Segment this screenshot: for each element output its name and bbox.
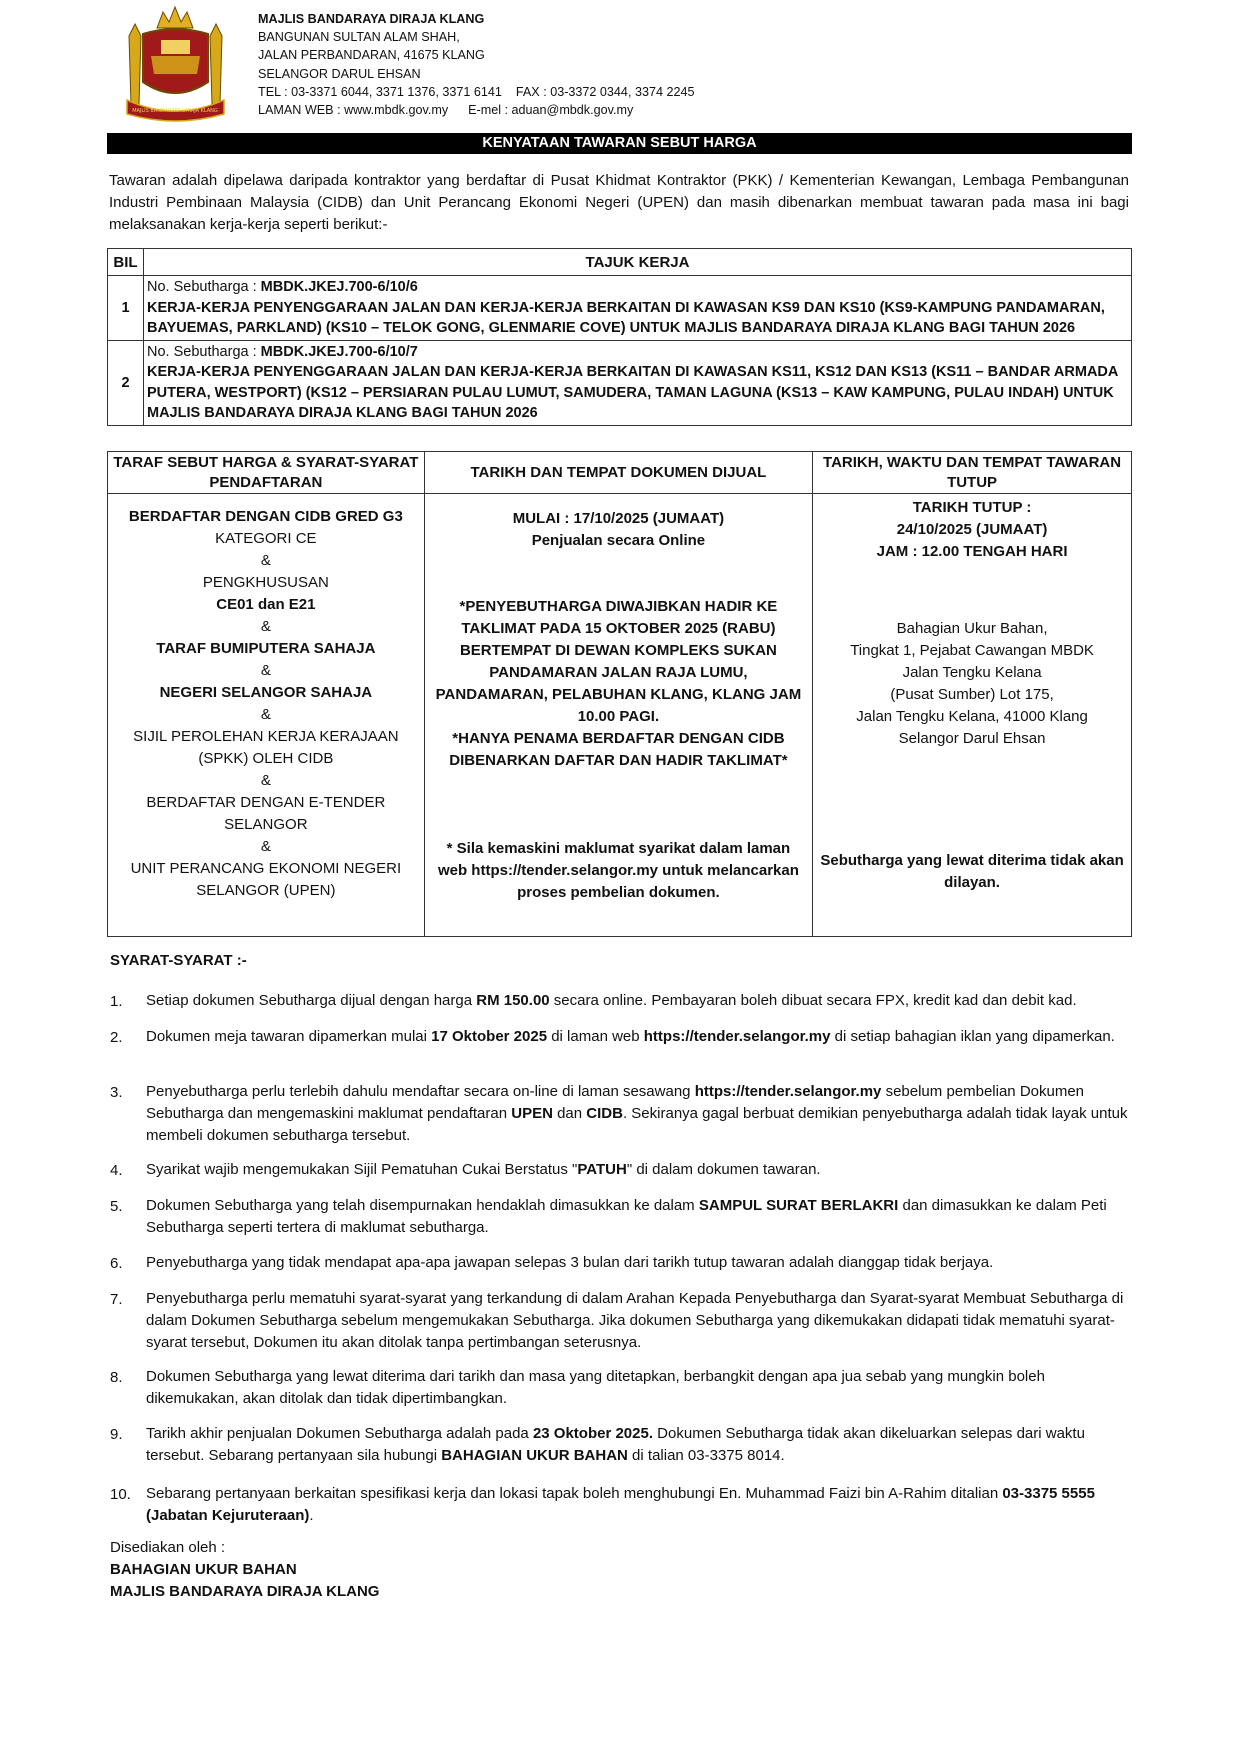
col-bil-header: BIL	[108, 249, 144, 276]
prepared-by-block	[110, 1537, 379, 1603]
cidb-only-notice: *HANYA PENAMA BERDAFTAR DENGAN CIDB DIBENARKAN DAFTAR DAN HADIR TAKLIMAT*	[449, 730, 788, 769]
table-row	[108, 276, 1132, 341]
tender-link[interactable]: https://tender.selangor.my	[643, 1028, 831, 1045]
conditions-heading: SYARAT-SYARAT :-	[110, 952, 247, 969]
works-table	[107, 248, 1132, 426]
closing-label: TARIKH TUTUP :	[912, 499, 1032, 516]
prepared-label: Disediakan oleh :	[110, 1539, 226, 1556]
website[interactable]: LAMAN WEB : www.mbdk.gov.my	[258, 103, 449, 118]
table-row	[108, 340, 1132, 425]
document-sale-info	[426, 495, 811, 935]
briefing-notice: *PENYEBUTHARGA DIWAJIBKAN HADIR KE TAKLIMAT PADA 15 OKTOBER 2025 (RABU) BERTEMPAT DI DEWAN KOMPLEKS SUKAN PANDAMARAN JALAN RAJA LUMU, PANDAMARAN, PELABUHAN KLANG, KLANG JAM 10.00 PAGI.	[435, 598, 802, 725]
work-title: KERJA-KERJA PENYENGGARAAN JALAN DAN KERJA-KERJA BERKAITAN DI KAWASAN KS9 DAN KS10 (KS9-KAMPUNG PANDAMARAN, BAYUEMAS, PARKLAND) (KS10 – TELOK GONG, GLENMARIE COVE) UNTUK MAJLIS BANDARAYA DIRAJA KLANG BAGI TAHUN 2026	[147, 299, 1105, 336]
email[interactable]: E-mel : aduan@mbdk.gov.my	[468, 103, 634, 118]
list-item: 7. Penyebutharga perlu mematuhi syarat-syarat yang terkandung di dalam Arahan Kepada Penyebutharga dan Syarat-syarat Membuat Sebutharga di dalam Dokumen Sebutharga sebelum mengemukakan Sebutharga. Jika dokumen Sebutharga yang dikemukakan didapati tidak mematuhi syarat-syarat tersebut, Dokumen itu akan ditolak tanpa pertimbangan seterusnya.	[110, 1290, 1124, 1351]
amp: &	[260, 838, 271, 855]
header-taraf: TARAF SEBUT HARGA & SYARAT-SYARAT PENDAFTARAN	[108, 452, 425, 494]
closing-address-3: Jalan Tengku Kelana	[902, 664, 1042, 681]
notice-title-banner: KENYATAAN TAWARAN SEBUT HARGA	[107, 133, 1132, 154]
req-cidb: BERDAFTAR DENGAN CIDB GRED G3	[128, 508, 403, 525]
closing-address-5: Jalan Tengku Kelana, 41000 Klang	[856, 708, 1088, 725]
details-table	[107, 451, 1132, 937]
list-item: 5. Dokumen Sebutharga yang telah disempurnakan hendaklah dimasukkan ke dalam SAMPUL SURAT BERLAKRI dan dimasukkan ke dalam Peti Sebutharga seperti tertera di maklumat sebutharga.	[110, 1197, 1107, 1236]
closing-address-6: Selangor Darul Ehsan	[898, 730, 1046, 747]
amp: &	[260, 706, 271, 723]
req-bumiputera: TARAF BUMIPUTERA SAHAJA	[156, 640, 376, 657]
amp: &	[260, 618, 271, 635]
list-item: 8. Dokumen Sebutharga yang lewat diterima dari tarikh dan masa yang ditetapkan, berbangkit dengan apa jua sebab yang mungkin boleh dikemukakan, akan ditolak dan tidak dipertimbangkan.	[110, 1368, 1045, 1407]
quote-no: MBDK.JKEJ.700-6/10/7	[260, 343, 418, 360]
amp: &	[260, 772, 271, 789]
closing-address-1: Bahagian Ukur Bahan,	[896, 620, 1048, 637]
closing-date: 24/10/2025 (JUMAAT)	[896, 521, 1048, 538]
work-title: KERJA-KERJA PENYENGGARAAN JALAN DAN KERJA-KERJA BERKAITAN DI KAWASAN KS11, KS12 DAN KS13 (KS11 – BANDAR ARMADA PUTERA, WESTPORT) (KS12 – PERSIARAN PULAU LUMUT, SAMUDERA, TAMAN LAGUNA (KS13 – KAW KAMPUNG, PULAU INDAH) UNTUK MAJLIS BANDARAYA DIRAJA KLANG BAGI TAHUN 2026	[147, 364, 1118, 421]
address-line-2: JALAN PERBANDARAN, 41675 KLANG	[258, 48, 485, 63]
late-submission-notice: Sebutharga yang lewat diterima tidak akan dilayan.	[820, 852, 1124, 891]
req-etender: BERDAFTAR DENGAN E-TENDER SELANGOR	[146, 794, 386, 833]
intro-paragraph: Tawaran adalah dipelawa daripada kontraktor yang berdaftar di Pusat Khidmat Kontraktor (PKK) / Kementerian Kewangan, Lembaga Pembangunan Industri Pembinaan Malaysia (CIDB) dan Unit Perancang Ekonomi Negeri (UPEN) dan masih dibenarkan membuat tawaran pada masa ini bagi melaksanakan kerja-kerja seperti berikut:-	[109, 172, 1129, 233]
sale-start-date: MULAI : 17/10/2025 (JUMAAT)	[512, 510, 725, 527]
address-line-3: SELANGOR DARUL EHSAN	[258, 66, 421, 81]
req-kategori: KATEGORI CE	[215, 530, 317, 547]
req-pengkhususan: PENGKHUSUSAN	[202, 574, 329, 591]
prepared-dept: BAHAGIAN UKUR BAHAN	[110, 1561, 297, 1578]
logo-ribbon-text: MAJLIS BANDARAYA DIRAJA KLANG	[132, 108, 218, 114]
list-item: 10. Sebarang pertanyaan berkaitan spesifikasi kerja dan lokasi tapak boleh menghubungi En. Muhammad Faizi bin A-Rahim ditalian 03-3375 5555 (Jabatan Kejuruteraan).	[110, 1485, 1095, 1524]
list-item: 9. Tarikh akhir penjualan Dokumen Sebutharga adalah pada 23 Oktober 2025. Dokumen Sebutharga tidak akan dikeluarkan selepas dari waktu tersebut. Sebarang pertanyaan sila hubungi BAHAGIAN UKUR BAHAN di talian 03-3375 8014.	[110, 1425, 1085, 1464]
update-info-notice: * Sila kemaskini maklumat syarikat dalam laman web https://tender.selangor.my untuk melancarkan proses pembelian dokumen.	[437, 840, 799, 901]
prepared-org: MAJLIS BANDARAYA DIRAJA KLANG	[110, 1583, 380, 1600]
list-item: 2. Dokumen meja tawaran dipamerkan mulai 17 Oktober 2025 di laman web https://tender.selangor.my di setiap bahagian iklan yang dipamerkan.	[110, 1028, 1115, 1046]
closing-address-4: (Pusat Sumber) Lot 175,	[890, 686, 1054, 703]
header-tarikh-tutup: TARIKH, WAKTU DAN TEMPAT TAWARAN TUTUP	[813, 452, 1132, 494]
row-number: 1	[108, 276, 144, 341]
quote-no: MBDK.JKEJ.700-6/10/6	[260, 279, 418, 295]
amp: &	[260, 662, 271, 679]
closing-time: JAM : 12.00 TENGAH HARI	[876, 543, 1068, 560]
registration-requirements	[109, 495, 423, 935]
list-item: 1. Setiap dokumen Sebutharga dijual dengan harga RM 150.00 secara online. Pembayaran boleh dibuat secara FPX, kredit kad dan debit kad.	[110, 992, 1077, 1010]
req-selangor: NEGERI SELANGOR SAHAJA	[159, 684, 373, 701]
closing-address-2: Tingkat 1, Pejabat Cawangan MBDK	[850, 642, 1094, 659]
row-number: 2	[108, 340, 144, 425]
tender-link[interactable]: https://tender.selangor.my	[694, 1083, 882, 1100]
sale-online: Penjualan secara Online	[531, 532, 706, 549]
closing-info	[814, 495, 1130, 935]
quote-no-label: No. Sebutharga :	[147, 279, 261, 295]
col-tajuk-header: TAJUK KERJA	[144, 249, 1132, 276]
req-ce01: CE01 dan E21	[216, 596, 316, 613]
tel-fax: TEL : 03-3371 6044, 3371 1376, 3371 6141 FAX : 03-3372 0344, 3374 2245	[258, 84, 695, 99]
letterhead	[258, 10, 694, 119]
list-item: 6. Penyebutharga yang tidak mendapat apa-apa jawapan selepas 3 bulan dari tarikh tutup tawaran adalah dianggap tidak berjaya.	[110, 1254, 994, 1272]
address-line-1: BANGUNAN SULTAN ALAM SHAH,	[258, 30, 460, 45]
list-item: 3. Penyebutharga perlu terlebih dahulu mendaftar secara on-line di laman sesawang https://tender.selangor.my sebelum pembelian Dokumen Sebutharga dan mengemaskini maklumat pendaftaran UPEN dan CIDB. Sekiranya gagal berbuat demikian penyebutharga adalah tidak layak untuk membeli dokumen sebutharga tersebut.	[110, 1083, 1128, 1144]
req-spkk: SIJIL PEROLEHAN KERJA KERAJAAN (SPKK) OLEH CIDB	[133, 728, 399, 767]
mbdk-crest-logo	[123, 4, 228, 122]
req-upen: UNIT PERANCANG EKONOMI NEGERI SELANGOR (UPEN)	[130, 860, 402, 899]
amp: &	[260, 552, 271, 569]
quote-no-label: No. Sebutharga :	[147, 343, 261, 360]
org-name: MAJLIS BANDARAYA DIRAJA KLANG	[258, 12, 485, 26]
list-item: 4. Syarikat wajib mengemukakan Sijil Pematuhan Cukai Berstatus "PATUH" di dalam dokumen tawaran.	[110, 1161, 821, 1179]
header-tarikh-dijual: TARIKH DAN TEMPAT DOKUMEN DIJUAL	[424, 452, 812, 494]
